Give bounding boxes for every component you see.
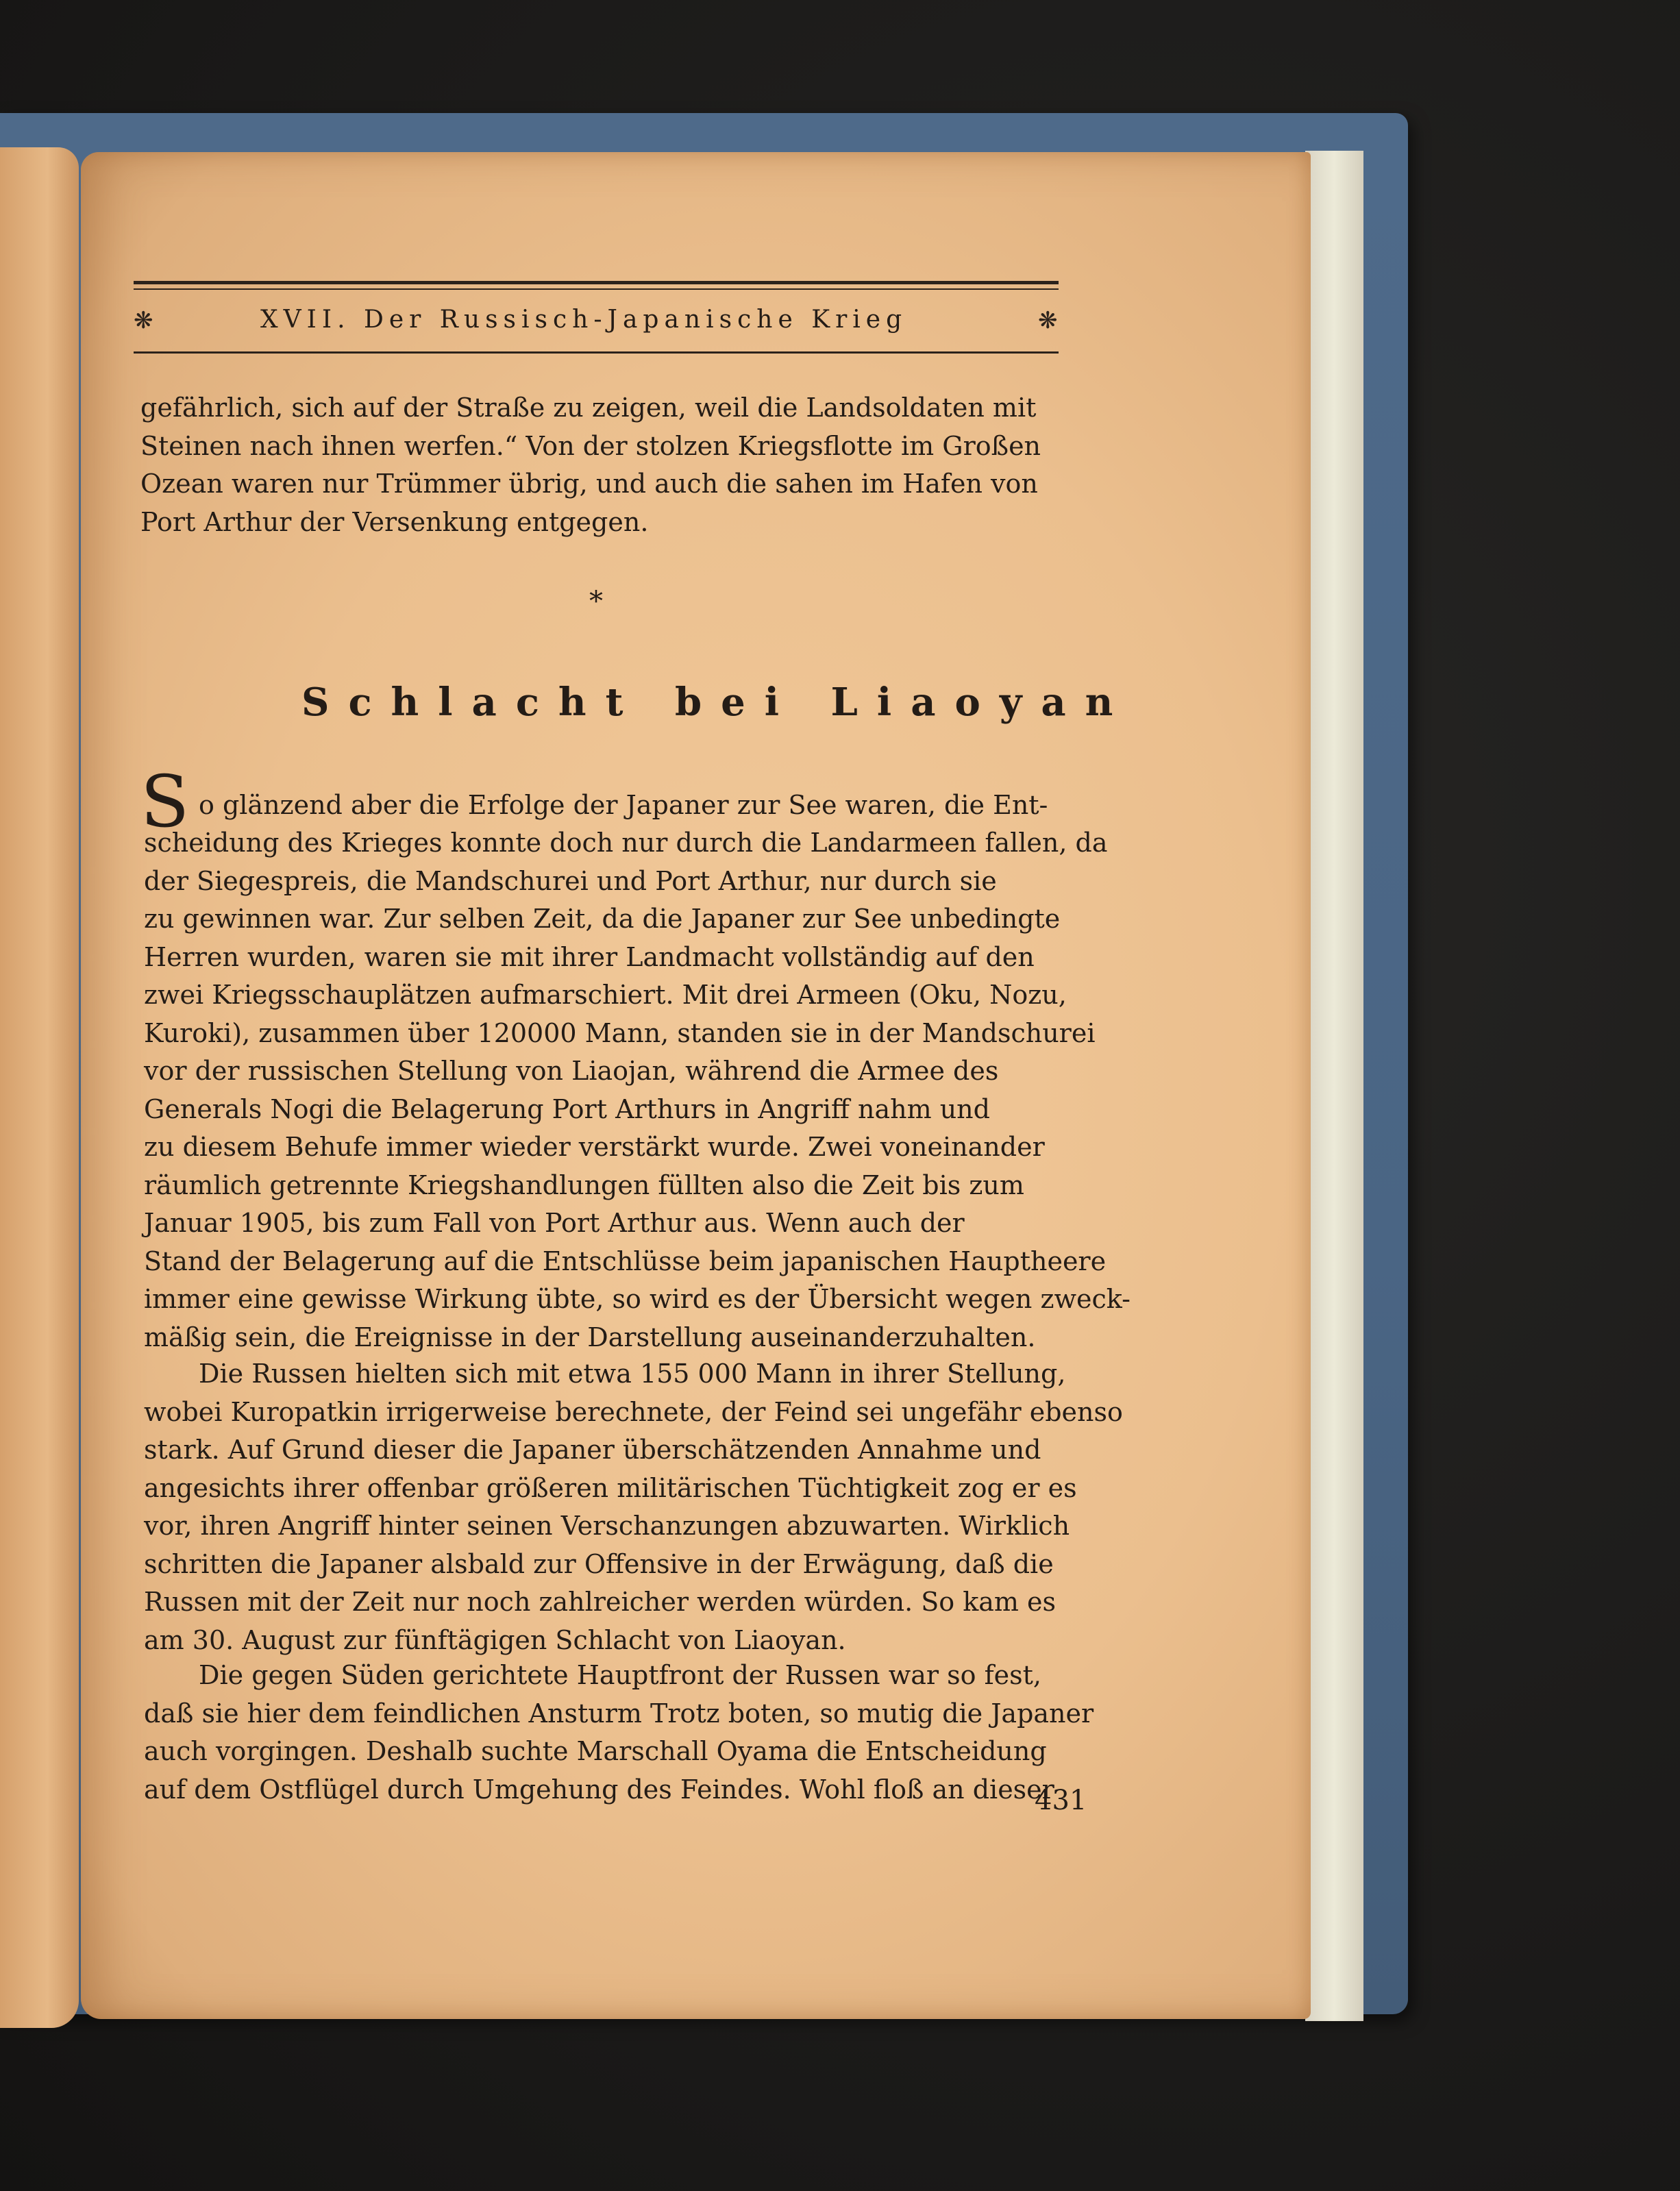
- section-break: *: [589, 586, 603, 617]
- paragraph-1-first-line: [199, 787, 1059, 825]
- opening-text: [140, 389, 1059, 541]
- header-rule-bottom: [134, 351, 1059, 354]
- drop-cap: S: [140, 760, 190, 843]
- endpaper: [1305, 151, 1363, 2021]
- paragraph-1: [144, 824, 1131, 1357]
- text-line: vor, ihren Angriff hinter seinen Verschanzungen abzuwarten. Wirklich: [144, 1511, 1070, 1541]
- text-line: der Siegespreis, die Mandschurei und Port Arthur, nur durch sie: [144, 865, 997, 896]
- section-title: Schlacht bei Liaoyan: [301, 680, 1133, 725]
- page-number: 431: [1035, 1785, 1087, 1816]
- text-line: Stand der Belagerung auf die Entschlüsse beim japanischen Hauptheere: [144, 1246, 1107, 1276]
- header-ornament-right: ❋: [1038, 307, 1058, 334]
- text-line: stark. Auf Grund dieser die Japaner überschätzenden Annahme und: [144, 1435, 1041, 1465]
- text-line: immer eine gewisse Wirkung übte, so wird es der Übersicht wegen zweck-: [144, 1284, 1131, 1314]
- text-line: Januar 1905, bis zum Fall von Port Arthur aus. Wenn auch der: [144, 1208, 965, 1238]
- text-line: scheidung des Krieges konnte doch nur durch die Landarmeen fallen, da: [144, 828, 1108, 858]
- header-rule-thin: [134, 288, 1059, 290]
- text-line: Russen mit der Zeit nur noch zahlreicher werden würden. So kam es: [144, 1587, 1057, 1617]
- text-line: gefährlich, sich auf der Straße zu zeigen, weil die Landsoldaten mit: [140, 393, 1037, 423]
- text-line: wobei Kuropatkin irrigerweise berechnete, der Feind sei ungefähr ebenso: [144, 1396, 1123, 1427]
- facing-page-edge: [0, 147, 79, 2028]
- text-line: Port Arthur der Versenkung entgegen.: [140, 506, 649, 537]
- text-line: Generals Nogi die Belagerung Port Arthurs in Angriff nahm und: [144, 1093, 990, 1124]
- header-rule-thick: [134, 281, 1059, 284]
- text-line: schritten die Japaner alsbald zur Offensive in der Erwägung, daß die: [144, 1548, 1054, 1579]
- text-line: vor der russischen Stellung von Liaojan, während die Armee des: [144, 1056, 999, 1086]
- text-line: Die gegen Süden gerichtete Hauptfront der Russen war so fest,: [199, 1660, 1041, 1690]
- text-line: zwei Kriegsschauplätzen aufmarschiert. Mit drei Armeen (Oku, Nozu,: [144, 980, 1067, 1010]
- header-ornament-left: ❋: [134, 307, 153, 334]
- text-line: Herren wurden, waren sie mit ihrer Landmacht vollständig auf den: [144, 941, 1035, 972]
- text-line: räumlich getrennte Kriegshandlungen füllten also die Zeit bis zum: [144, 1169, 1024, 1200]
- text-line: auch vorgingen. Deshalb suchte Marschall Oyama die Entscheidung: [144, 1736, 1047, 1766]
- text-line: zu diesem Behufe immer wieder verstärkt wurde. Zwei voneinander: [144, 1132, 1045, 1162]
- text-line: am 30. August zur fünftägigen Schlacht von Liaoyan.: [144, 1624, 846, 1655]
- text-line: Kuroki), zusammen über 120000 Mann, standen sie in der Mandschurei: [144, 1017, 1096, 1048]
- running-head: XVII. Der Russisch-Japanische Krieg: [260, 306, 908, 334]
- text-line: zu gewinnen war. Zur selben Zeit, da die Japaner zur See unbedingte: [144, 904, 1061, 934]
- text-line: auf dem Ostflügel durch Umgehung des Feindes. Wohl floß an dieser: [144, 1774, 1054, 1805]
- text-line: mäßig sein, die Ereignisse in der Darstellung auseinanderzuhalten.: [144, 1322, 1036, 1352]
- text-line: o glänzend aber die Erfolge der Japaner zur See waren, die Ent-: [199, 790, 1048, 820]
- text-line: angesichts ihrer offenbar größeren militärischen Tüchtigkeit zog er es: [144, 1472, 1077, 1503]
- text-line: daß sie hier dem feindlichen Ansturm Trotz boten, so mutig die Japaner: [144, 1698, 1094, 1729]
- paragraph-2: [144, 1355, 1123, 1659]
- text-line: Ozean waren nur Trümmer übrig, und auch die sahen im Hafen von: [140, 469, 1038, 499]
- text-line: Die Russen hielten sich mit etwa 155 000 Mann in ihrer Stellung,: [199, 1359, 1066, 1389]
- text-line: Steinen nach ihnen werfen.“ Von der stolzen Kriegsflotte im Großen: [140, 430, 1041, 461]
